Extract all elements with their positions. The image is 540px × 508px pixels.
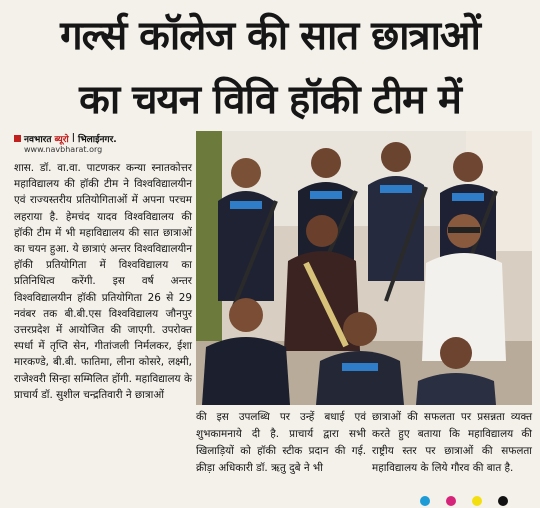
magenta-dot-icon: [446, 496, 456, 506]
paper-name: नवभारत: [24, 134, 52, 145]
yellow-dot-icon: [472, 496, 482, 506]
team-photo: [196, 131, 532, 405]
registration-marks: [420, 496, 508, 506]
location-label: भिलाईनगर.: [78, 134, 117, 145]
byline-marker-icon: [14, 135, 21, 142]
headline-line-1: गर्ल्स कॉलेज की सात छात्राओं: [60, 13, 480, 59]
website-url: www.navbharat.org: [24, 145, 103, 154]
headline-line-2: का चयन विवि हॉकी टीम में: [79, 77, 461, 123]
cyan-dot-icon: [420, 496, 430, 506]
article-column-2: की इस उपलब्धि पर उन्हें बधाई एवं शुभकामनाये दी है. प्राचार्य द्वारा सभी खिलाड़ियों को हॉकी स्टीक प्रदान की गई. क्रीड़ा अधिकारी डॉ. ऋतु दुबे ने भी: [196, 411, 366, 474]
byline: नवभारत ब्यूरो | भिलाईनगर.: [14, 131, 190, 145]
black-dot-icon: [498, 496, 508, 506]
bureau-label: ब्यूरो: [54, 134, 69, 145]
article-column-1: शास. डॉ. वा.वा. पाटणकर कन्या स्नातकोत्तर महाविद्यालय की हॉकी टीम ने विश्वविद्यालयीन एवं राज्यस्तरीय प्रतियोगिताओं में अपना परचम लहराया है. हेमचंद यादव विश्वविद्यालय की हॉकी टीम में भी महाविद्यालय की सात छात्राओं का चयन हुआ. ये छात्राएं अन्तर विश्वविद्यालयीन हॉकी प्रतियोगिता में विश्वविद्यालय का प्रतिनिधित्व करेंगी. इस वर्ष अन्तर विश्वविद्यालयीन हॉकी प्रतियोगिता 26 से 29 नवंबर तक बी.बी.एस विश्वविद्यालय जौनपुर उत्तरप्रदेश में आयोजित की जाएगी. उपरोक्त स्पर्धा में तृप्ति सेन, गीतांजली निर्मलकर, ईशा मारकण्डे, बी.बी. फातिमा, लीना कोसरे, लक्ष्मी, राजेश्वरी सिन्हा सम्मिलित होंगी. महाविद्यालय के प्राचार्य डॉ. सुशील चन्द्रतिवारी ने छात्राओं: [14, 162, 192, 401]
article-column-3: छात्राओं की सफलता पर प्रसन्नता व्यक्त करते हुए बताया कि महाविद्यालय की राष्ट्रीय स्तर पर छात्राओं की सफलता महाविद्यालय के लिये गौरव की बात है.: [372, 411, 532, 474]
